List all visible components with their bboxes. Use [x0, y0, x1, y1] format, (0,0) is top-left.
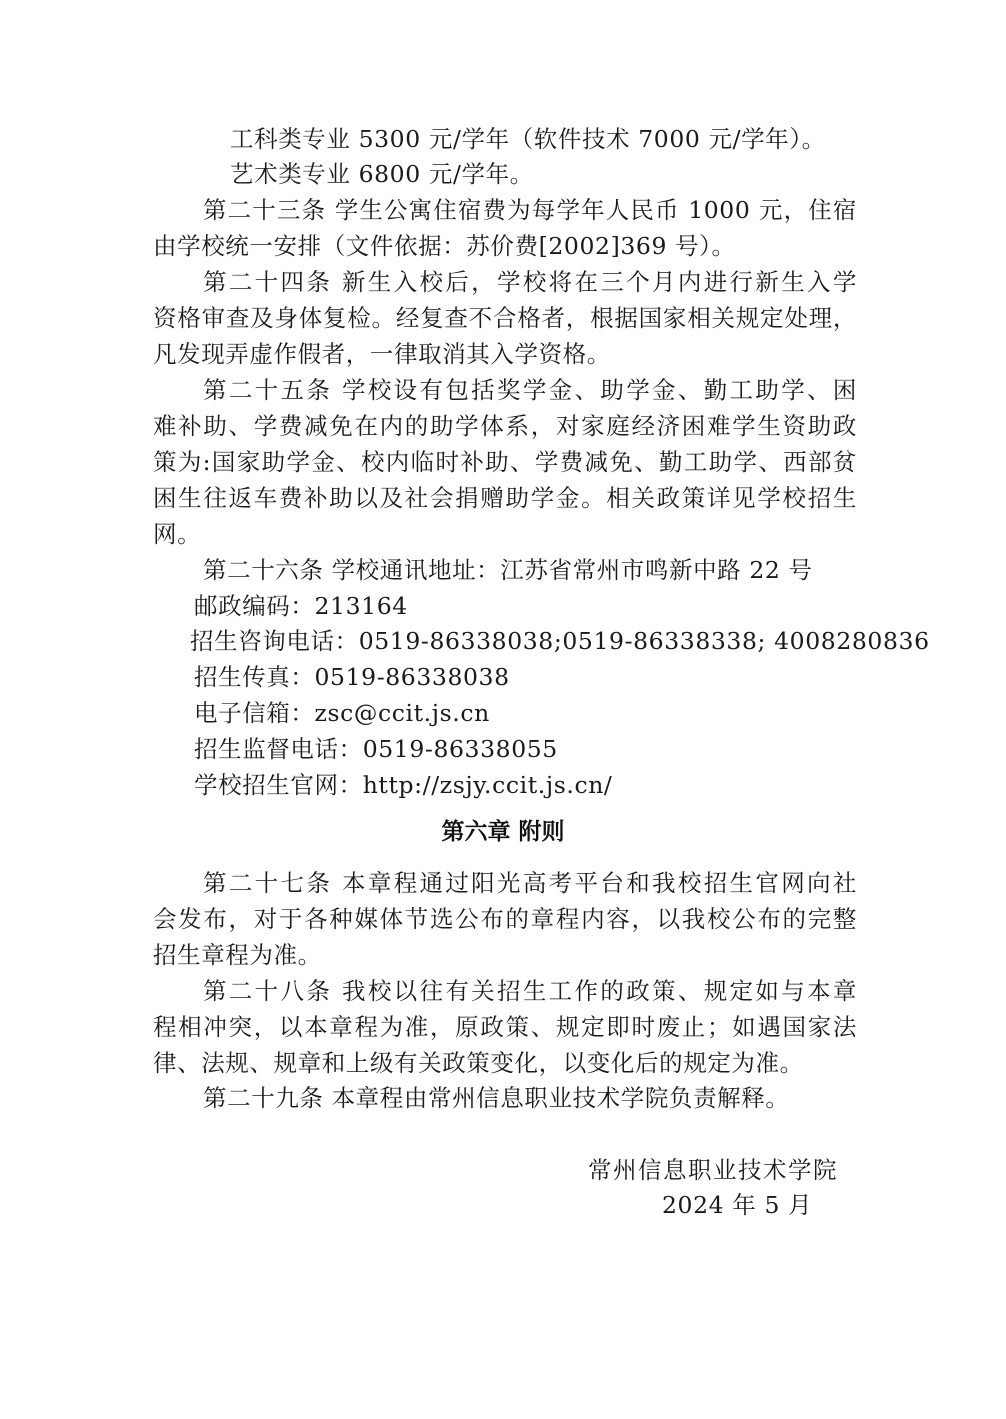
supervision-phone: 招生监督电话：0519-86338055 [194, 735, 558, 763]
article-23-line-1: 第二十三条 学生公寓住宿费为每学年人民币 1000 元，住宿 [203, 196, 857, 224]
article-26-address: 第二十六条 学校通讯地址：江苏省常州市鸣新中路 22 号 [203, 556, 813, 584]
article-23-line-2: 由学校统一安排（文件依据：苏价费[2002]369 号）。 [153, 232, 736, 260]
signature-date: 2024 年 5 月 [662, 1191, 813, 1219]
email: 电子信箱：zsc@ccit.js.cn [194, 699, 490, 727]
article-27-line-2: 会发布，对于各种媒体节选公布的章程内容，以我校公布的完整 [153, 905, 857, 933]
postcode: 邮政编码：213164 [194, 592, 408, 620]
article-24-line-3: 凡发现弄虚作假者，一律取消其入学资格。 [153, 340, 611, 368]
article-25-line-4: 困生往返车费补助以及社会捐赠助学金。相关政策详见学校招生 [153, 484, 857, 512]
chapter-6-heading: 第六章 附则 [441, 819, 565, 845]
article-25-line-1: 第二十五条 学校设有包括奖学金、助学金、勤工助学、困 [203, 376, 857, 404]
fee-engineering: 工科类专业 5300 元/学年（软件技术 7000 元/学年）。 [230, 125, 826, 153]
article-27-line-3: 招生章程为准。 [153, 941, 322, 969]
article-24-line-2: 资格审查及身体复检。经复查不合格者，根据国家相关规定处理， [153, 304, 857, 332]
article-27-line-1: 第二十七条 本章程通过阳光高考平台和我校招生官网向社 [203, 869, 857, 897]
article-24-line-1: 第二十四条 新生入校后，学校将在三个月内进行新生入学 [203, 268, 857, 296]
article-25-line-5: 网。 [153, 520, 202, 548]
article-28-line-1: 第二十八条 我校以往有关招生工作的政策、规定如与本章 [203, 977, 857, 1005]
fee-art: 艺术类专业 6800 元/学年。 [230, 160, 534, 188]
fax: 招生传真：0519-86338038 [194, 663, 510, 691]
signature-institution: 常州信息职业技术学院 [588, 1156, 838, 1184]
article-28-line-3: 律、法规、规章和上级有关政策变化，以变化后的规定为准。 [153, 1049, 804, 1077]
consult-phone: 招生咨询电话：0519-86338038;0519-86338338; 4008280836 [190, 627, 930, 655]
admissions-website: 学校招生官网：http://zsjy.ccit.js.cn/ [194, 771, 613, 799]
article-25-line-2: 难补助、学费减免在内的助学体系，对家庭经济困难学生资助政 [153, 412, 857, 440]
article-25-line-3: 策为:国家助学金、校内临时补助、学费减免、勤工助学、西部贫 [153, 448, 857, 476]
article-28-line-2: 程相冲突，以本章程为准，原政策、规定即时废止；如遇国家法 [153, 1013, 857, 1041]
article-29-line-1: 第二十九条 本章程由常州信息职业技术学院负责解释。 [203, 1084, 790, 1112]
